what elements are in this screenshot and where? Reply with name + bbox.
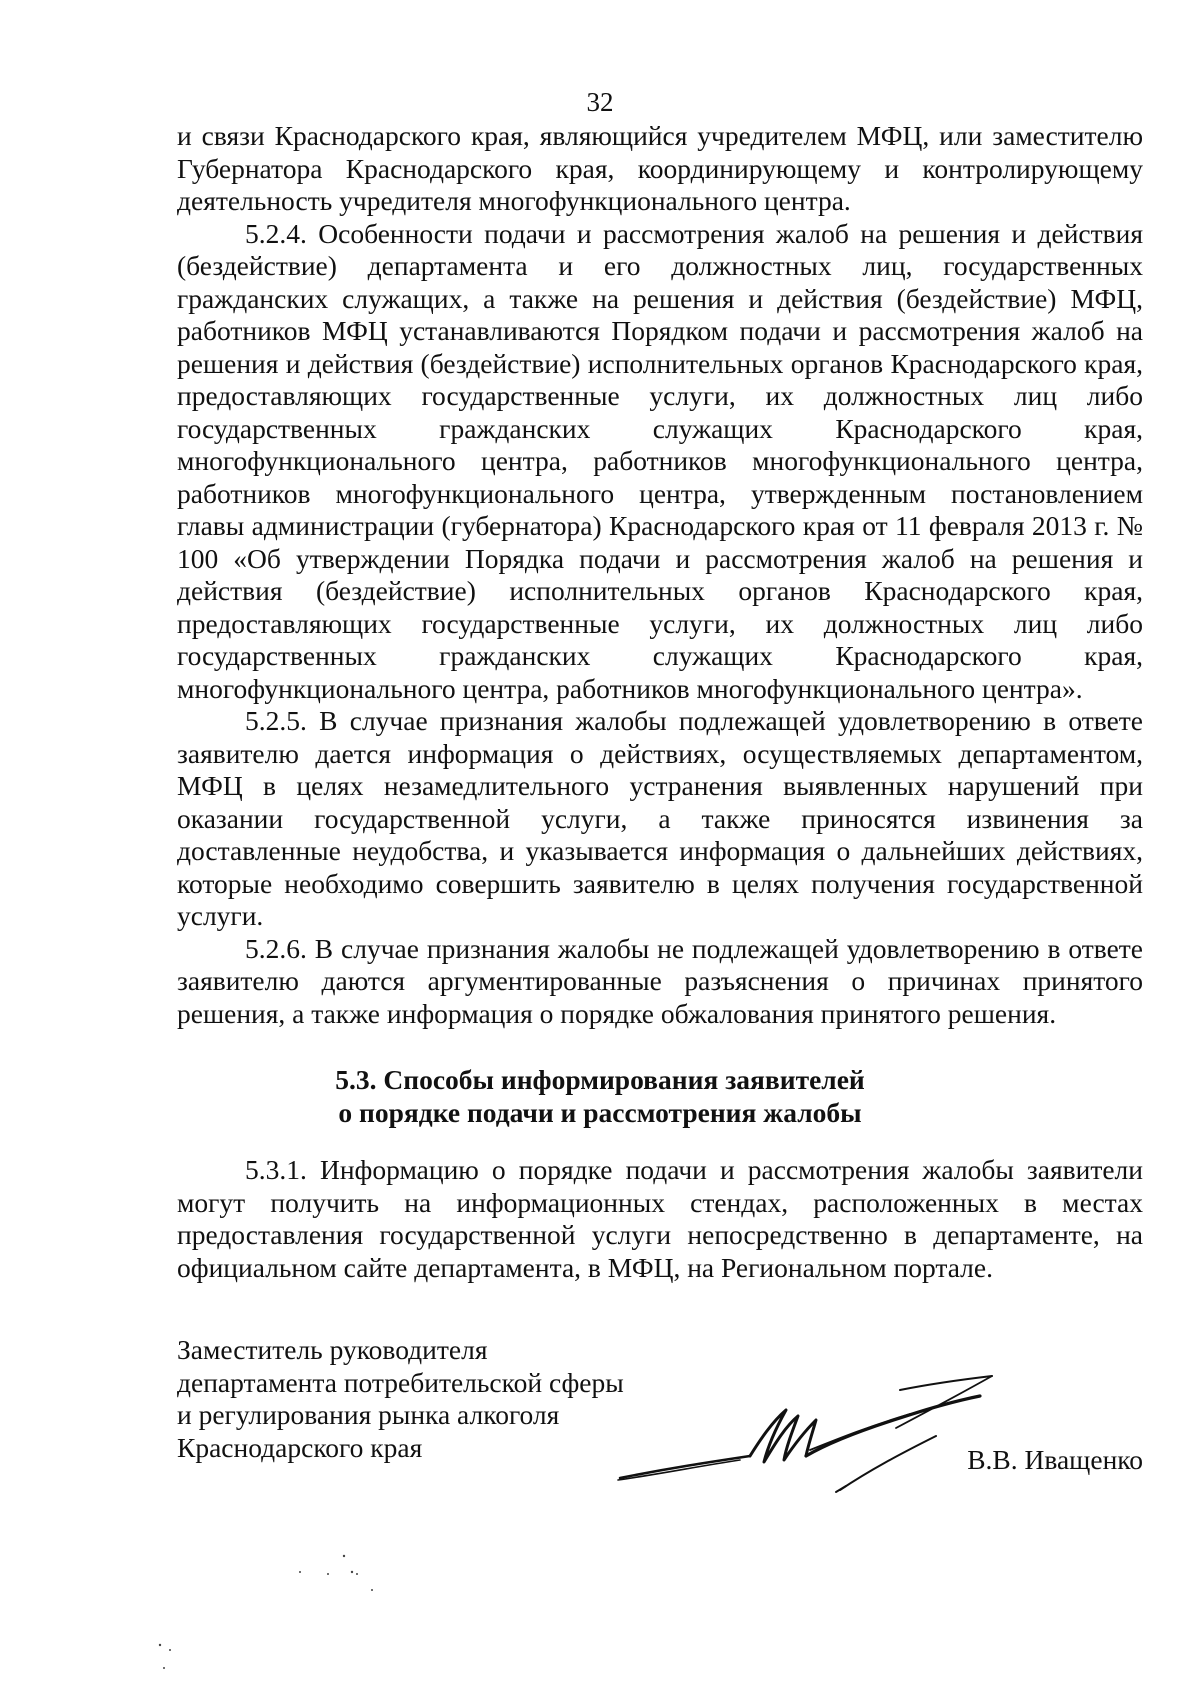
body-text [177, 120, 1143, 1030]
signatory-title [177, 1334, 624, 1464]
signatory-title-line-4: Краснодарского края [177, 1431, 423, 1463]
section-heading [0, 1064, 1200, 1129]
paragraph-5-3-1: 5.3.1. Информацию о порядке подачи и рассмотрения жалобы заявители могут получить на информационных стендах, расположенных в местах предоставления государственной услуги непосредственно в департаменте, на официальном сайте департамента, в МФЦ, на Региональном портале. [177, 1154, 1143, 1283]
signatory-title-line-2: департамента потребительской сферы [177, 1366, 624, 1398]
page-number: 32 [586, 87, 614, 117]
signatory-title-line-1: Заместитель руководителя [177, 1334, 488, 1365]
paragraph-5-2-5: 5.2.5. В случае признания жалобы подлежащей удовлетворению в ответе заявителю дается информация о действиях, осуществляемых департаментом, МФЦ в целях незамедлительного устранения выявленных нарушений при оказании государственной услуги, а также приносятся извинения за доставленные неудобства, и указывается информация о дальнейших действиях, которые необходимо совершить заявителю в целях получения государственной услуги. [177, 705, 1143, 931]
section-heading-line-1: 5.3. Способы информирования заявителей [335, 1064, 865, 1095]
signatory-name: В.В. Иващенко [967, 1444, 1143, 1475]
paragraph-continuation: и связи Краснодарского края, являющийся учредителем МФЦ, или заместителю Губернатора Краснодарского края, координирующему и контролирующему деятельность учредителя многофункционального центра. [177, 120, 1143, 216]
section-heading-line-2: о порядке подачи и рассмотрения жалобы [338, 1096, 862, 1128]
handwritten-signature [600, 1370, 1020, 1500]
signatory-title-line-3: и регулирования рынка алкоголя [177, 1399, 560, 1430]
paragraph-5-2-4: 5.2.4. Особенности подачи и рассмотрения жалоб на решения и действия (бездействие) департамента и его должностных лиц, государственных гражданских служащих, а также на решения и действия (бездействие) МФЦ, работников МФЦ устанавливаются Порядком подачи и рассмотрения жалоб на решения и действия (бездействие) исполнительных органов Краснодарского края, предоставляющих государственные услуги, их должностных лиц либо государственных гражданских служащих Краснодарского края, многофункционального центра, работников многофункционального центра, работников многофункционального центра, утвержденным постановлением главы администрации (губернатора) Краснодарского края от 11 февраля 2013 г. № 100 «Об утверждении Порядка подачи и рассмотрения жалоб на решения и действия (бездействие) исполнительных органов Краснодарского края, предоставляющих государственные услуги, их должностных лиц либо государственных гражданских служащих Краснодарского края, многофункционального центра, работников многофункционального центра». [177, 217, 1143, 704]
section-body [177, 1154, 1143, 1284]
paragraph-5-2-6: 5.2.6. В случае признания жалобы не подлежащей удовлетворению в ответе заявителю даются аргументированные разъяснения о причинах принятого решения, а также информация о порядке обжалования принятого решения. [177, 932, 1143, 1029]
